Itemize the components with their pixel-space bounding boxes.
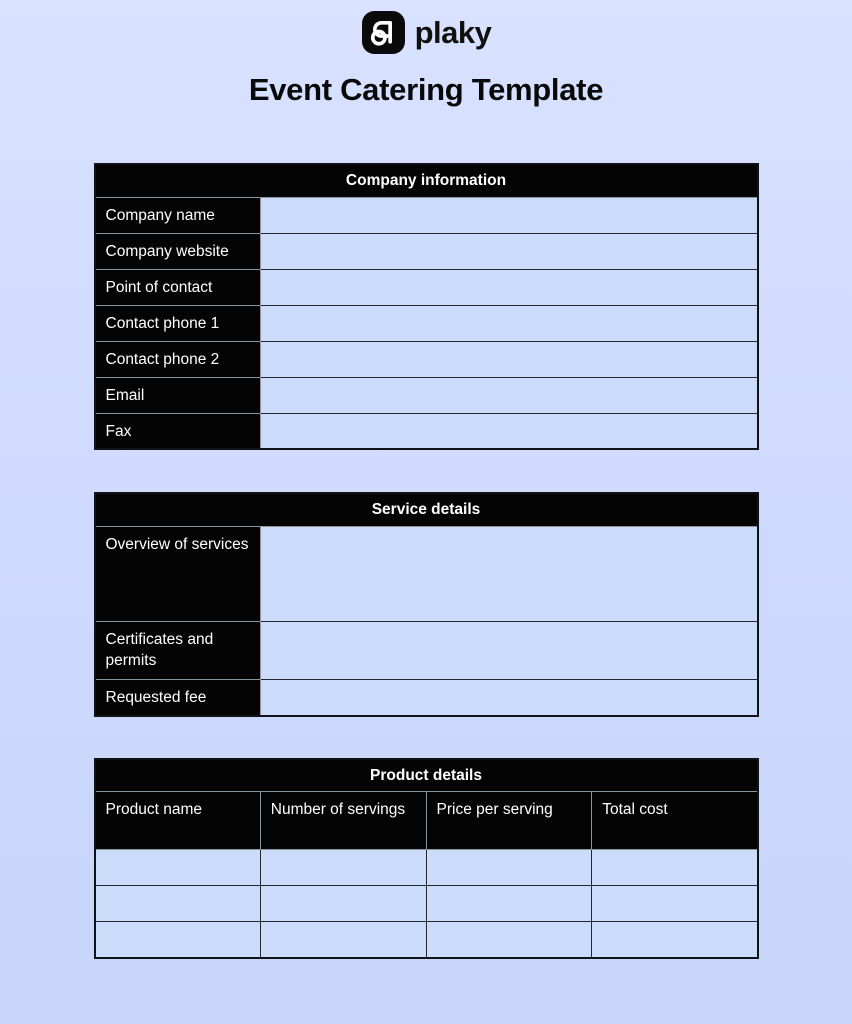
table-row [95, 526, 758, 621]
field-point-of-contact[interactable] [260, 269, 757, 305]
table-row [95, 413, 758, 449]
label-fax: Fax [95, 413, 261, 449]
service-details-table [94, 492, 759, 716]
field-company-website[interactable] [260, 233, 757, 269]
product-cell[interactable] [95, 886, 261, 922]
table-row [95, 197, 758, 233]
table-row [95, 341, 758, 377]
field-company-name[interactable] [260, 197, 757, 233]
table-row [95, 377, 758, 413]
product-cell[interactable] [592, 922, 758, 958]
section-title-company-information: Company information [95, 164, 758, 197]
column-header-price-per-serving: Price per serving [426, 792, 592, 850]
product-cell[interactable] [426, 886, 592, 922]
template-body [94, 163, 759, 959]
product-cell[interactable] [592, 850, 758, 886]
label-contact-phone-1: Contact phone 1 [95, 305, 261, 341]
company-information-table [94, 163, 759, 450]
table-row [95, 679, 758, 715]
product-cell[interactable] [260, 922, 426, 958]
label-overview-of-services: Overview of services [95, 526, 261, 621]
label-point-of-contact: Point of contact [95, 269, 261, 305]
product-cell[interactable] [95, 922, 261, 958]
plaky-logo-icon [361, 10, 406, 55]
product-cell[interactable] [95, 850, 261, 886]
label-company-website: Company website [95, 233, 261, 269]
field-overview-of-services[interactable] [260, 526, 757, 621]
column-header-number-of-servings: Number of servings [260, 792, 426, 850]
table-row [95, 621, 758, 679]
product-details-table [94, 758, 759, 959]
product-cell[interactable] [592, 886, 758, 922]
field-requested-fee[interactable] [260, 679, 757, 715]
brand-wordmark: plaky [414, 14, 492, 50]
table-row [95, 886, 758, 922]
product-cell[interactable] [426, 922, 592, 958]
table-row [95, 233, 758, 269]
product-cell[interactable] [426, 850, 592, 886]
page-header [0, 0, 852, 108]
column-header-total-cost: Total cost [592, 792, 758, 850]
brand-logo [0, 0, 852, 56]
table-row [95, 305, 758, 341]
page-title: Event Catering Template [248, 72, 604, 107]
label-certificates-and-permits: Certificates and permits [95, 621, 261, 679]
table-row [95, 922, 758, 958]
product-cell[interactable] [260, 850, 426, 886]
section-title-product-details: Product details [95, 759, 758, 792]
label-requested-fee: Requested fee [95, 679, 261, 715]
section-title-service-details: Service details [95, 493, 758, 526]
label-contact-phone-2: Contact phone 2 [95, 341, 261, 377]
field-contact-phone-1[interactable] [260, 305, 757, 341]
product-cell[interactable] [260, 886, 426, 922]
field-email[interactable] [260, 377, 757, 413]
table-row [95, 850, 758, 886]
field-contact-phone-2[interactable] [260, 341, 757, 377]
label-email: Email [95, 377, 261, 413]
field-fax[interactable] [260, 413, 757, 449]
field-certificates-and-permits[interactable] [260, 621, 757, 679]
product-table-header-row [95, 792, 758, 850]
column-header-product-name: Product name [95, 792, 261, 850]
table-row [95, 269, 758, 305]
label-company-name: Company name [95, 197, 261, 233]
